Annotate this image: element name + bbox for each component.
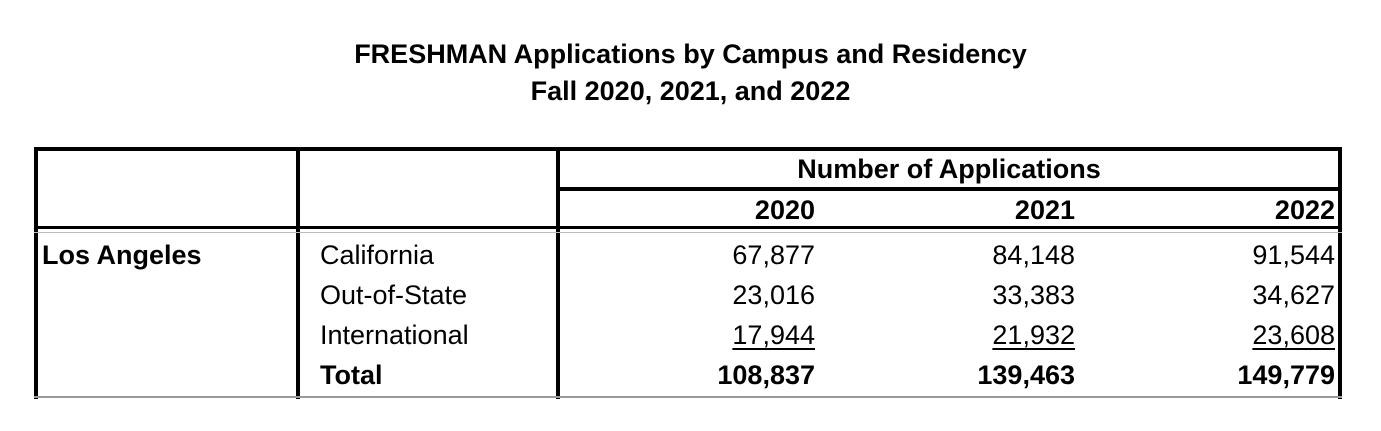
- column-divider: [296, 147, 300, 399]
- table-cell: [860, 319, 1075, 351]
- year-header-2020: 2020: [754, 195, 815, 225]
- table-cell-total: 139,463: [977, 360, 1075, 390]
- table-cell-value: 21,932: [992, 320, 1075, 350]
- page-title: FRESHMAN Applications by Campus and Residency: [354, 39, 1027, 69]
- table-cell-value: 23,608: [1252, 320, 1335, 350]
- header-bottom-border: [34, 226, 1342, 229]
- table-left-border: [34, 147, 38, 399]
- table-cell: [600, 319, 815, 351]
- row-label-total: Total: [320, 360, 383, 390]
- header-bottom-border-thin: [34, 232, 1342, 233]
- year-header-2022: 2022: [1274, 195, 1335, 225]
- table-cell: 67,877: [732, 240, 815, 270]
- table-right-border: [1338, 147, 1342, 399]
- table-cell: 84,148: [992, 240, 1075, 270]
- table-top-border: [34, 147, 1342, 151]
- table-cell-total: 108,837: [717, 360, 815, 390]
- group-header: Number of Applications: [797, 154, 1101, 184]
- table-cell: 23,016: [732, 280, 815, 310]
- table-cell: [1120, 319, 1335, 351]
- year-header-2021: 2021: [1014, 195, 1075, 225]
- table-cell: 33,383: [992, 280, 1075, 310]
- group-header-divider: [556, 187, 1342, 191]
- row-label-california: California: [320, 240, 435, 270]
- campus-label: Los Angeles: [42, 240, 202, 270]
- table-bottom-border: [34, 396, 1342, 398]
- table-cell-total: 149,779: [1237, 360, 1335, 390]
- page-subtitle: Fall 2020, 2021, and 2022: [530, 76, 851, 106]
- table-cell: 91,544: [1252, 240, 1335, 270]
- table-cell-value: 17,944: [732, 320, 815, 350]
- row-label-out-of-state: Out-of-State: [320, 280, 468, 310]
- row-label-international: International: [320, 320, 469, 350]
- table-cell: 34,627: [1252, 280, 1335, 310]
